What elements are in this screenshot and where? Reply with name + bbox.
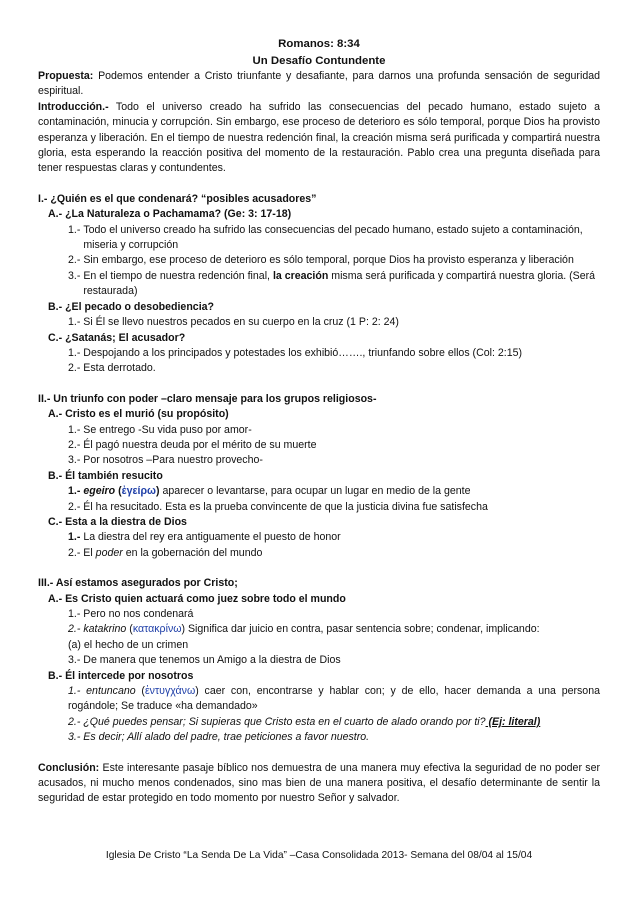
list-item: 3.- En el tiempo de nuestra redención final, la creación misma será purificada y compartirá nuestra gloria. (Será restaurada) [68,269,596,298]
list-item: 1.- La diestra del rey era antiguamente el puesto de honor [68,531,341,544]
page-footer: Iglesia De Cristo “La Senda De La Vida” –Casa Consolidada 2013- Semana del 08/04 al 15/04 [105,850,533,861]
section-3a-heading: A.- Es Cristo quien actuará como juez sobre todo el mundo [48,592,346,605]
list-item: 2.- El poder en la gobernación del mundo [68,546,263,559]
list-item: 2.- Sin embargo, ese proceso de deterioro es sólo temporal, porque Dios ha provisto esperanza y liberación [68,254,574,267]
section-1a-heading: A.- ¿La Naturaleza o Pachamama? (Ge: 3: 17-18) [48,208,292,221]
list-item: 2.- ¿Qué puedes pensar; Si supieras que Cristo esta en el cuarto de alado orando por ti? (Ej: literal) [68,715,541,728]
section-1-heading: I.- ¿Quién es el que condenará? “posibles acusadores” [38,192,317,205]
list-item: 2.- katakrino (κατακρίνω) Significa dar juicio en contra, pasar sentencia sobre; condenar, implicando: [68,623,540,636]
greek-word: κατακρίνω [132,623,182,636]
greek-word: ἐγείρω [121,485,157,498]
proposal-label: Propuesta: [38,70,94,82]
list-item: 1.- Despojando a los principados y potestades los exhibió……., triunfando sobre ellos (Col: 2:15) [68,346,523,359]
document-subtitle: Un Desafío Contundente [252,54,386,67]
list-item: 2.- Esta derrotado. [68,362,156,375]
proposal-text: Podemos entender a Cristo triunfante y desafiante, para darnos una profunda sensación de seguridad espiritual. [38,70,600,98]
document-title: Romanos: 8:34 [278,38,360,50]
conclusion-text: Este interesante pasaje bíblico nos demuestra de una manera muy efectiva la seguridad de no poder ser acusados, ni mucho menos condenados, sino mas bien de una manera positiva, el desafío determinante de sentir la seguridad de estar protegido en todo momento por nuestro Señor y salvador. [38,761,600,805]
list-item: 1.- Todo el universo creado ha sufrido las consecuencias del pecado humano, estado sujeto a contaminación, miseria y corrupción [68,223,583,252]
section-2a-heading: A.- Cristo es el murió (su propósito) [48,408,229,421]
conclusion-label: Conclusión: [38,761,100,774]
list-item: 1.- Si Él se llevo nuestros pecados en su cuerpo en la cruz (1 P: 2: 24) [68,316,399,329]
section-3b-heading: B.- Él intercede por nosotros [48,669,194,682]
list-item-continuation: (a) el hecho de un crimen [68,638,189,651]
section-2c-heading: C.- Esta a la diestra de Dios [48,515,187,528]
list-item: 3.- Por nosotros –Para nuestro provecho- [68,454,263,467]
list-item: 1.- Pero no nos condenará [68,608,194,620]
section-2b-heading: B.- Él también resucito [48,469,163,482]
list-item: 1.- entuncano (ἐντυγχάνω) caer con, encontrarse y hablar con; y de ello, hacer demanda a una persona rogándole; Se traduce «ha demandado» [68,685,600,713]
section-3-heading: III.- Así estamos asegurados por Cristo; [38,577,238,590]
introduction-paragraph [38,100,600,177]
list-item: 3.- De manera que tenemos un Amigo a la diestra de Dios [68,654,341,667]
introduction-text: Todo el universo creado ha sufrido las consecuencias del pecado humano, estado sujeto a contaminación, minucia y corrupción. Sin embargo, ese proceso de deterioro es sólo temporal, porque Dios ha provisto esperanza y liberación. En el tiempo de nuestra redención final, la creación misma será purificada y compartirá nuestra gloria, esta esperando la reacción positiva del momento de la restauración. Pablo crea una pregunta diseñada para tener respuestas claras y contundentes. [38,100,600,175]
proposal-paragraph [38,69,600,100]
list-item: 2.- Él pagó nuestra deuda por el mérito de su muerte [68,438,317,451]
list-item: 2.- Él ha resucitado. Esta es la prueba convincente de que la justicia divina fue satisfecha [68,500,488,513]
section-2-heading: II.- Un triunfo con poder –claro mensaje para los grupos religiosos- [38,392,377,405]
section-1b-heading: B.- ¿El pecado o desobediencia? [48,300,214,313]
conclusion-paragraph [38,761,600,807]
list-item: 1.- egeiro (ἐγείρω) aparecer o levantarse, para ocupar un lugar en medio de la gente [68,485,471,498]
introduction-label: Introducción.- [38,100,109,113]
list-item: 1.- Se entrego -Su vida puso por amor- [68,423,252,436]
greek-word: ἐντυγχάνω [144,685,196,698]
section-1c-heading: C.- ¿Satanás; El acusador? [48,331,186,344]
list-item: 3.- Es decir; Allí alado del padre, trae peticiones a favor nuestro. [68,731,370,744]
